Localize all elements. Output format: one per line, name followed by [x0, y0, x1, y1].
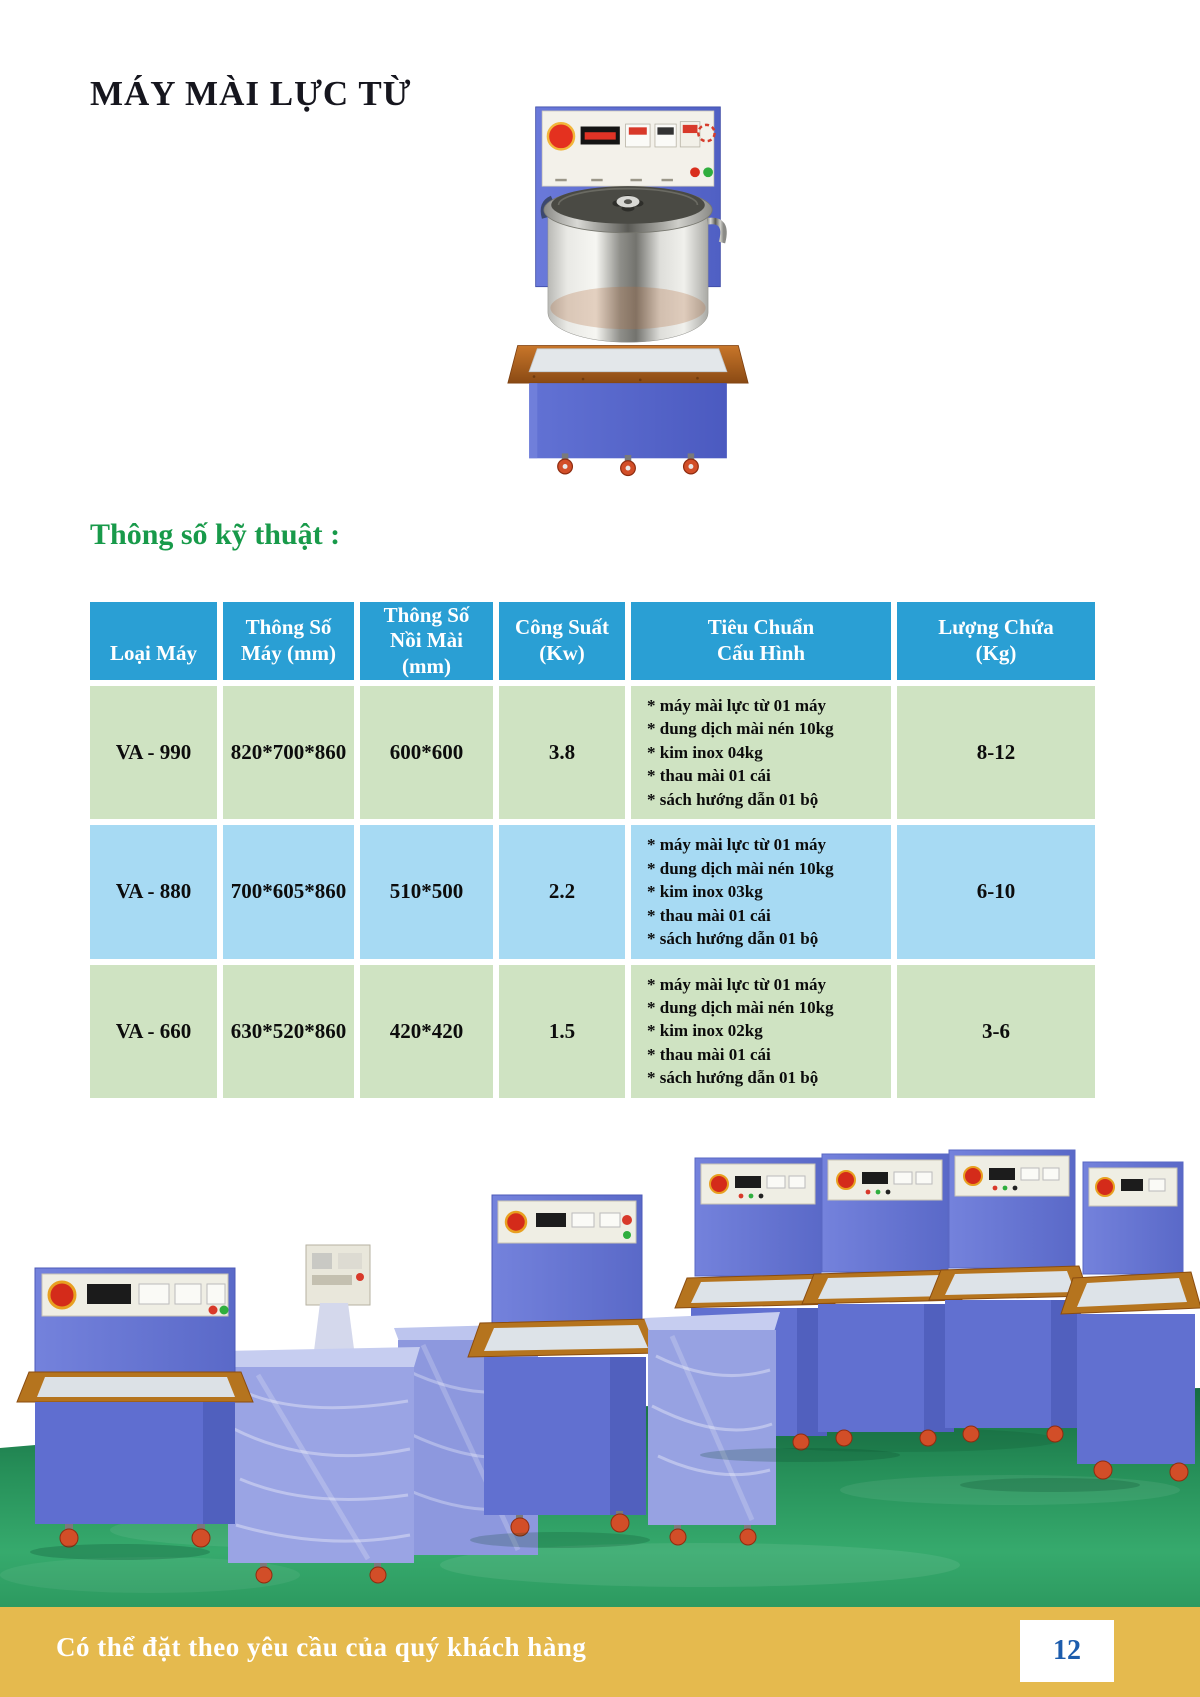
page-title: MÁY MÀI LỰC TỪ	[90, 74, 412, 113]
power-cell: 1.5	[499, 965, 625, 1098]
machine-table-top	[508, 346, 748, 384]
table-row	[90, 686, 1095, 819]
machine-cabinet	[529, 383, 727, 458]
table-row	[90, 965, 1095, 1098]
stainless-pot	[544, 186, 724, 342]
bowl-size-cell: 600*600	[360, 686, 493, 819]
machine	[17, 1268, 253, 1547]
footer-note: Có thể đặt theo yêu cầu của quý khách hàng	[56, 1632, 587, 1662]
col-header-power: Công Suất (Kw)	[499, 602, 625, 680]
col-header-capacity: Lượng Chứa (Kg)	[897, 602, 1095, 680]
config-cell: * máy mài lực từ 01 máy * dung dịch mài nén 10kg * kim inox 03kg * thau mài 01 cái * sách hướng dẫn 01 bộ	[631, 825, 891, 958]
config-cell: * máy mài lực từ 01 máy * dung dịch mài nén 10kg * kim inox 04kg * thau mài 01 cái * sách hướng dẫn 01 bộ	[631, 686, 891, 819]
model-cell: VA - 660	[90, 965, 217, 1098]
power-cell: 3.8	[499, 686, 625, 819]
machine	[468, 1195, 662, 1536]
wrapped-machine	[644, 1312, 780, 1545]
model-cell: VA - 880	[90, 825, 217, 958]
machine-size-cell: 700*605*860	[223, 825, 354, 958]
page-number-box	[1020, 1620, 1114, 1682]
page-number: 12	[1053, 1635, 1081, 1666]
factory-photo	[0, 1140, 1200, 1607]
machine-size-cell: 630*520*860	[223, 965, 354, 1098]
col-header-config: Tiêu Chuẩn Cấu Hình	[631, 602, 891, 680]
bowl-size-cell: 420*420	[360, 965, 493, 1098]
power-cell: 2.2	[499, 825, 625, 958]
section-heading: Thông số kỹ thuật :	[90, 518, 341, 551]
model-cell: VA - 990	[90, 686, 217, 819]
footer-bar	[0, 1607, 1200, 1697]
capacity-cell: 6-10	[897, 825, 1095, 958]
col-header-model: Loại Máy	[90, 602, 217, 680]
capacity-cell: 8-12	[897, 686, 1095, 819]
spec-table	[84, 596, 1101, 1104]
col-header-bowl-size: Thông Số Nồi Mài (mm)	[360, 602, 493, 680]
col-header-machine-size: Thông Số Máy (mm)	[223, 602, 354, 680]
product-photo	[478, 102, 778, 482]
capacity-cell: 3-6	[897, 965, 1095, 1098]
table-header-row	[90, 602, 1095, 680]
table-row	[90, 825, 1095, 958]
bowl-size-cell: 510*500	[360, 825, 493, 958]
config-cell: * máy mài lực từ 01 máy * dung dịch mài nén 10kg * kim inox 02kg * thau mài 01 cái * sách hướng dẫn 01 bộ	[631, 965, 891, 1098]
machine-size-cell: 820*700*860	[223, 686, 354, 819]
